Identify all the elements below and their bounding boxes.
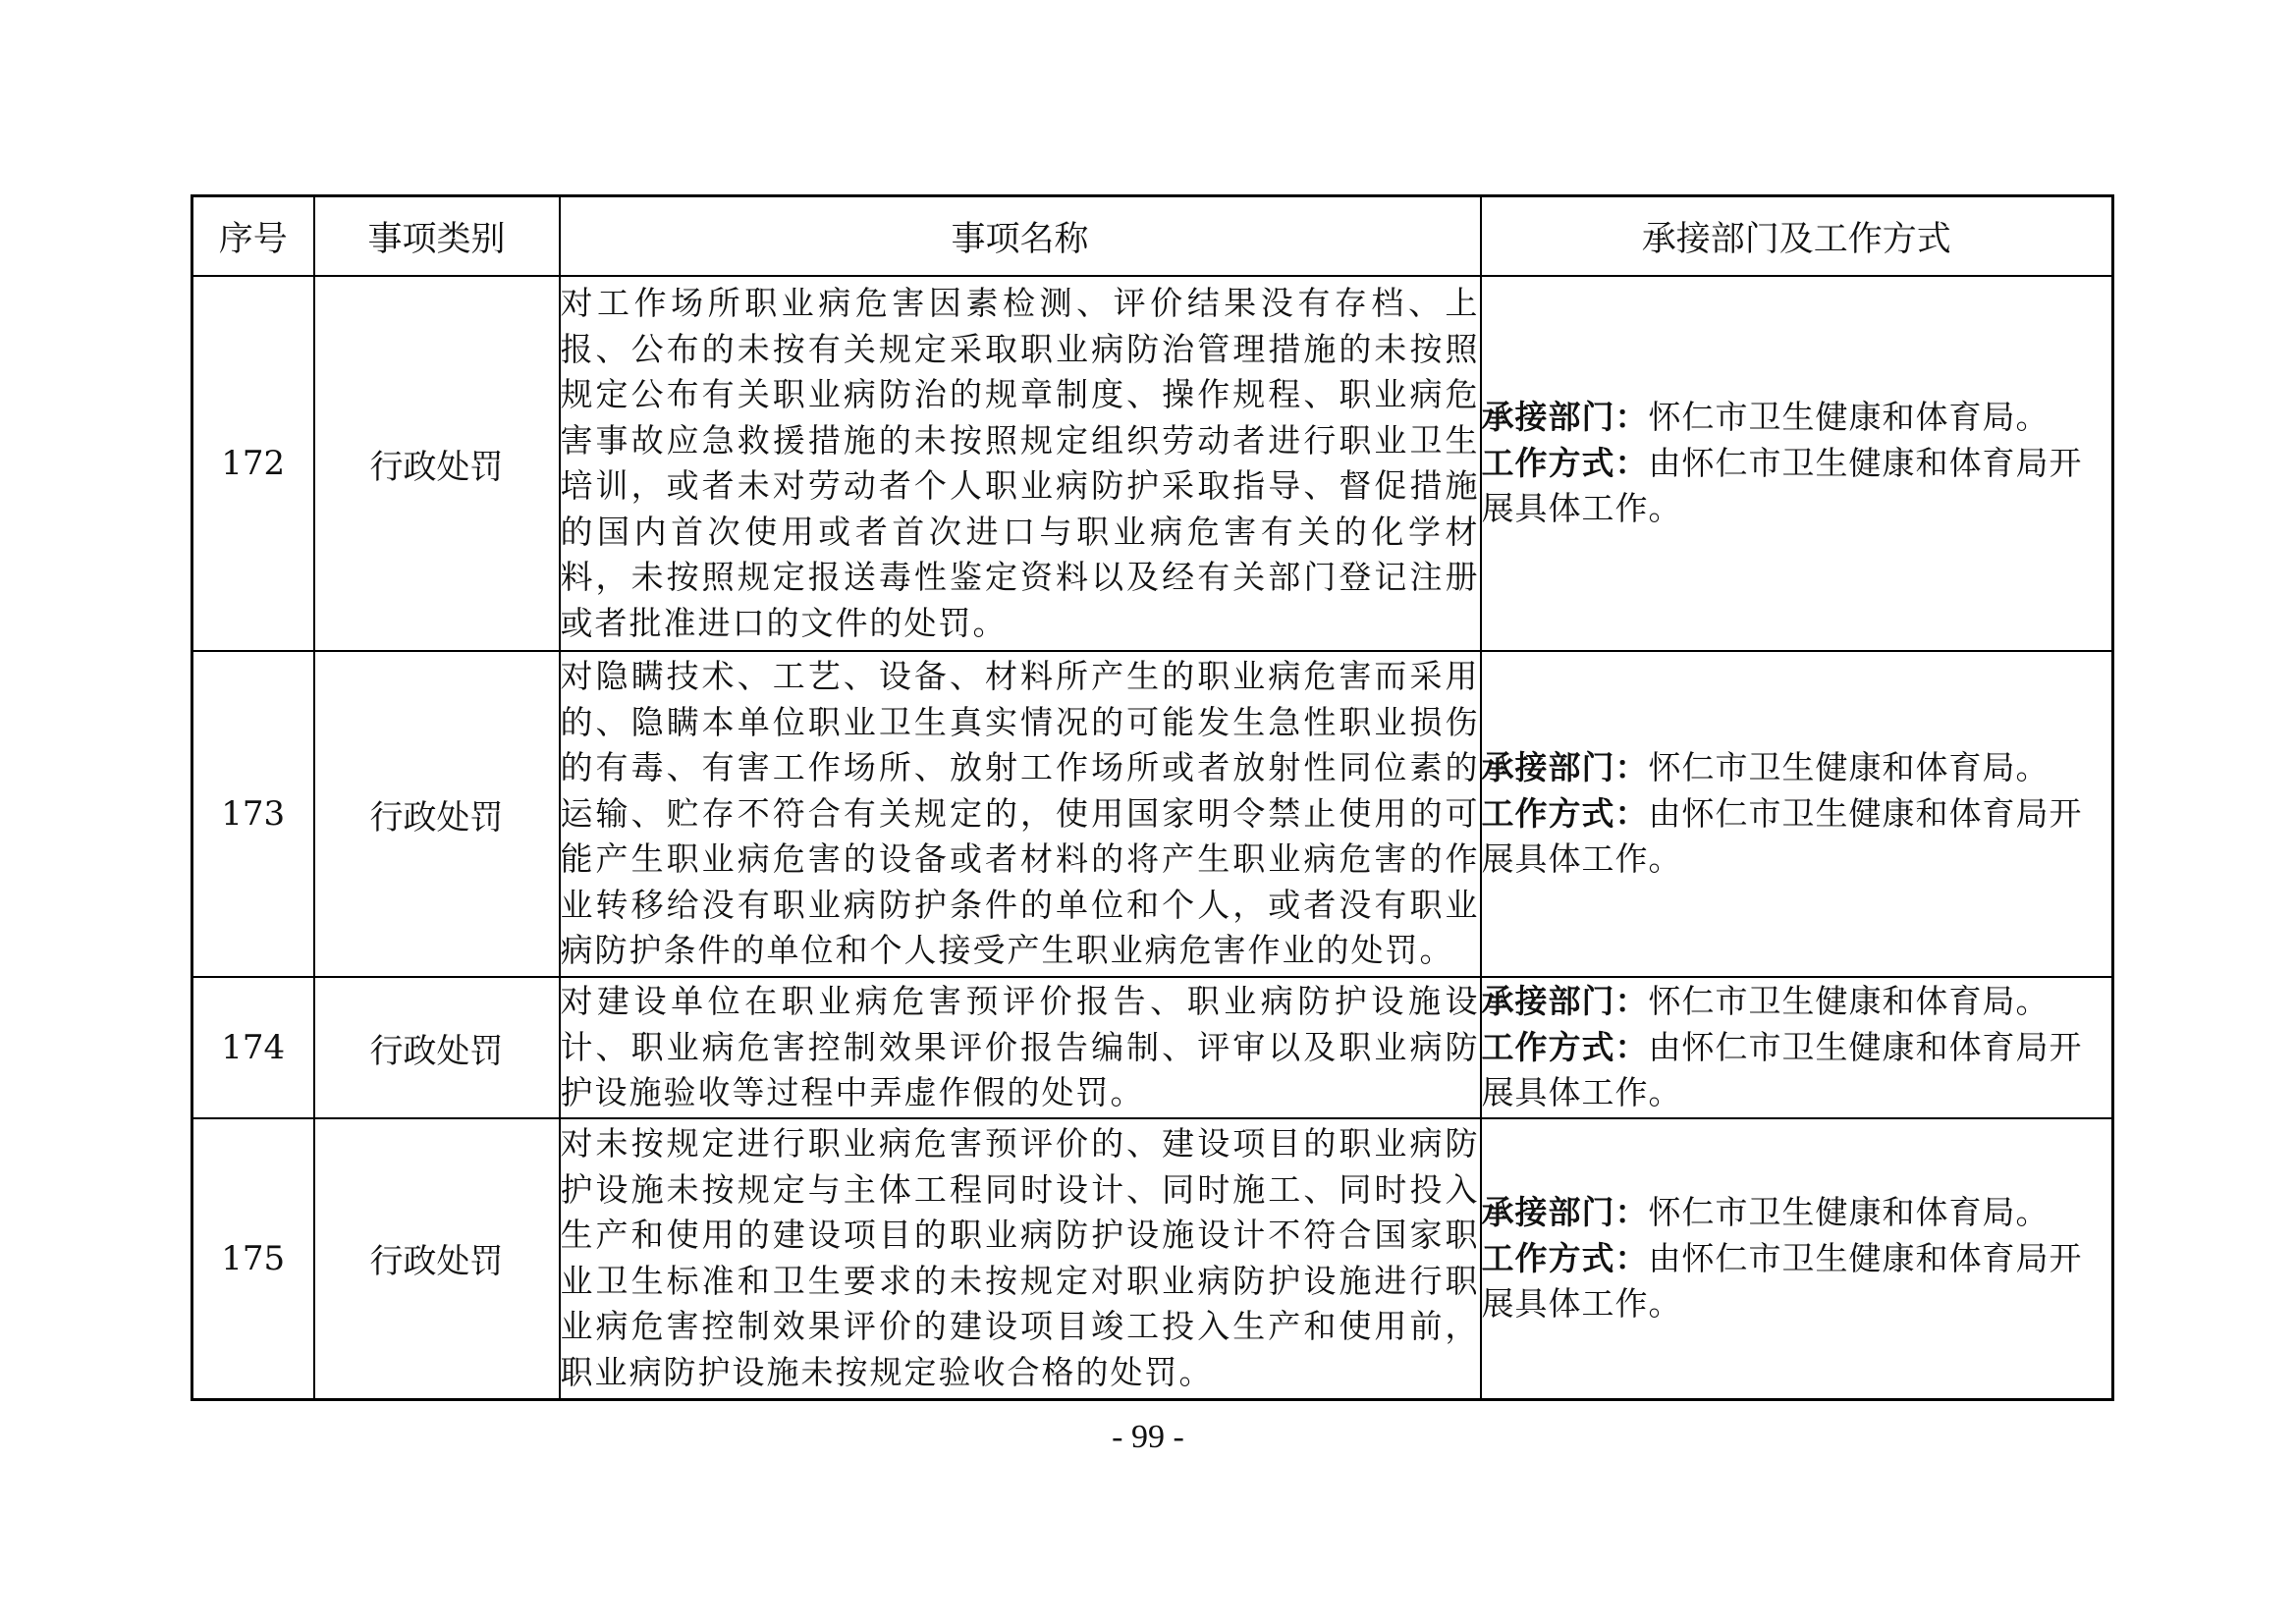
method-label: 工作方式： [1481, 1027, 1649, 1066]
row-category: 行政处罚 [314, 977, 560, 1118]
department-label: 承接部门： [1481, 1193, 1649, 1231]
header-serial: 序号 [192, 196, 314, 277]
header-department-method: 承接部门及工作方式 [1481, 196, 2113, 277]
method-label: 工作方式： [1481, 1238, 1649, 1277]
department-label: 承接部门： [1481, 982, 1649, 1021]
row-department-method [1481, 977, 2113, 1118]
table-row [192, 977, 2113, 1118]
method-line [1482, 791, 2112, 883]
department-label: 承接部门： [1481, 748, 1649, 787]
department-value: 怀仁市卫生健康和体育局。 [1648, 748, 2050, 787]
header-category: 事项类别 [314, 196, 560, 277]
row-department-method [1481, 1118, 2113, 1399]
method-line [1482, 1236, 2112, 1327]
table-row [192, 651, 2113, 977]
row-item-name: 对工作场所职业病危害因素检测、评价结果没有存档、上报、公布的未按有关规定采取职业病防治管理措施的未按照规定公布有关职业病防治的规章制度、操作规程、职业病危害事故应急救援措施的未按照规定组织劳动者进行职业卫生培训，或者未对劳动者个人职业病防护采取指导、督促措施的国内首次使用或者首次进口与职业病危害有关的化学材料，未按照规定报送毒性鉴定资料以及经有关部门登记注册或者批准进口的文件的处罚。 [560, 276, 1481, 651]
row-department-method [1481, 276, 2113, 651]
method-label: 工作方式： [1481, 443, 1649, 482]
header-item-name: 事项名称 [560, 196, 1481, 277]
method-line [1482, 441, 2112, 532]
row-serial: 175 [192, 1118, 314, 1399]
row-serial: 174 [192, 977, 314, 1118]
method-value: 由怀仁市卫生健康和体育局开展具体工作。 [1481, 793, 2083, 879]
row-item-name: 对建设单位在职业病危害预评价报告、职业病防护设施设计、职业病危害控制效果评价报告编制、评审以及职业病防护设施验收等过程中弄虚作假的处罚。 [560, 977, 1481, 1118]
method-value: 由怀仁市卫生健康和体育局开展具体工作。 [1481, 1238, 2083, 1323]
department-value: 怀仁市卫生健康和体育局。 [1648, 1193, 2050, 1231]
method-label: 工作方式： [1481, 793, 1649, 833]
table-row [192, 1118, 2113, 1399]
method-line [1482, 1025, 2112, 1116]
row-serial: 173 [192, 651, 314, 977]
department-label: 承接部门： [1481, 398, 1649, 437]
row-item-name: 对隐瞒技术、工艺、设备、材料所产生的职业病危害而采用的、隐瞒本单位职业卫生真实情况的可能发生急性职业损伤的有毒、有害工作场所、放射工作场所或者放射性同位素的运输、贮存不符合有关规定的，使用国家明令禁止使用的可能产生职业病危害的设备或者材料的将产生职业病危害的作业转移给没有职业病防护条件的单位和个人，或者没有职业病防护条件的单位和个人接受产生职业病危害作业的处罚。 [560, 651, 1481, 977]
department-line [1482, 1190, 2112, 1236]
department-line [1482, 395, 2112, 441]
department-value: 怀仁市卫生健康和体育局。 [1648, 398, 2050, 437]
table-row [192, 276, 2113, 651]
row-department-method [1481, 651, 2113, 977]
row-category: 行政处罚 [314, 276, 560, 651]
row-category: 行政处罚 [314, 651, 560, 977]
row-category: 行政处罚 [314, 1118, 560, 1399]
department-line [1482, 979, 2112, 1025]
method-value: 由怀仁市卫生健康和体育局开展具体工作。 [1481, 1027, 2083, 1112]
department-value: 怀仁市卫生健康和体育局。 [1648, 982, 2050, 1021]
method-value: 由怀仁市卫生健康和体育局开展具体工作。 [1481, 443, 2083, 528]
row-serial: 172 [192, 276, 314, 651]
table-header-row [192, 196, 2113, 277]
department-line [1482, 745, 2112, 791]
row-item-name: 对未按规定进行职业病危害预评价的、建设项目的职业病防护设施未按规定与主体工程同时设计、同时施工、同时投入生产和使用的建设项目的职业病防护设施设计不符合国家职业卫生标准和卫生要求的未按规定对职业病防护设施进行职业病危害控制效果评价的建设项目竣工投入生产和使用前，职业病防护设施未按规定验收合格的处罚。 [560, 1118, 1481, 1399]
page-number: - 99 - [1112, 1419, 1184, 1455]
items-table [191, 194, 2114, 1401]
